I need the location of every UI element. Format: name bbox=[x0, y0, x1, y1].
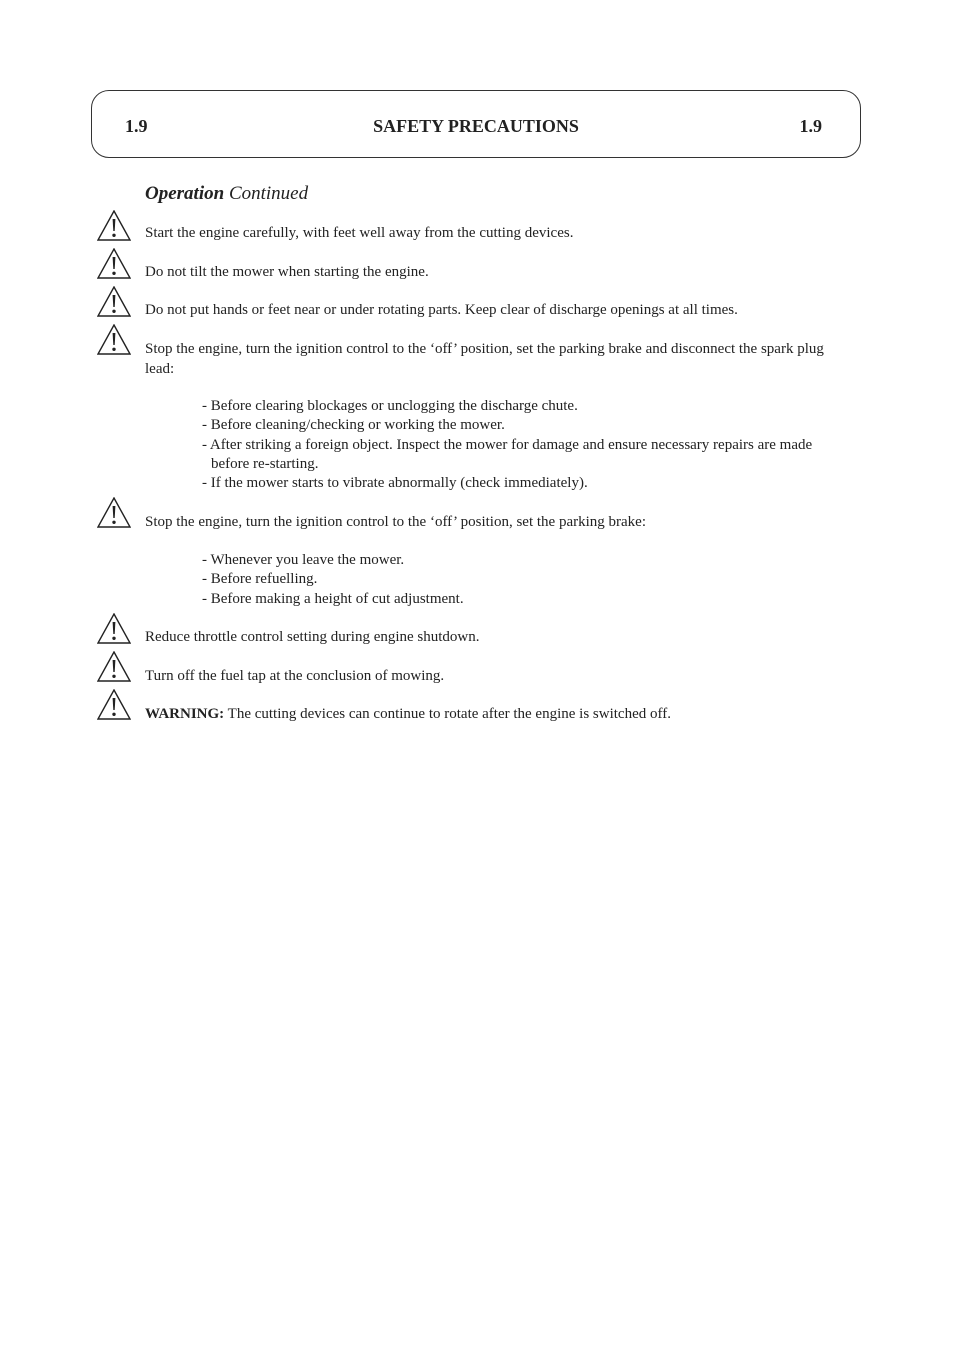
section-number-right: 1.9 bbox=[799, 116, 822, 136]
safety-item: Turn off the fuel tap at the conclusion of mowing. bbox=[145, 668, 445, 684]
sub-list bbox=[202, 551, 842, 609]
warning-triangle-icon bbox=[97, 689, 131, 720]
safety-item: Reduce throttle control setting during engine shutdown. bbox=[145, 629, 480, 645]
section-heading-rest: Continued bbox=[224, 183, 309, 204]
section-header bbox=[91, 90, 861, 158]
warning-triangle-icon bbox=[97, 286, 131, 317]
list-item: - Whenever you leave the mower. bbox=[202, 552, 405, 568]
section-number-left: 1.9 bbox=[125, 116, 148, 136]
warning-triangle-icon bbox=[97, 248, 131, 279]
safety-item: Stop the engine, turn the ignition control to the ‘off’ position, set the parking brake: bbox=[145, 514, 647, 530]
warning-triangle-icon bbox=[97, 651, 131, 682]
sub-list bbox=[202, 397, 842, 493]
warning-label: WARNING: bbox=[145, 706, 225, 722]
list-item: - Before clearing blockages or unclogging the discharge chute. bbox=[202, 398, 578, 414]
section-heading-bold: Operation bbox=[145, 183, 225, 204]
list-item: - Before cleaning/checking or working the mower. bbox=[202, 417, 505, 434]
safety-item: Do not put hands or feet near or under rotating parts. Keep clear of discharge openings at all times. bbox=[145, 302, 738, 318]
page-title: SAFETY PRECAUTIONS bbox=[373, 116, 579, 136]
section-heading bbox=[145, 183, 308, 205]
warning-triangle-icon bbox=[97, 210, 131, 241]
list-item: - Before making a height of cut adjustment. bbox=[202, 590, 464, 607]
safety-item: Do not tilt the mower when starting the engine. bbox=[145, 264, 429, 280]
safety-item-warning bbox=[145, 705, 845, 725]
warning-triangle-icon bbox=[97, 497, 131, 528]
warning-triangle-icon bbox=[97, 613, 131, 644]
warning-triangle-icon bbox=[97, 324, 131, 355]
warning-text: The cutting devices can continue to rotate after the engine is switched off. bbox=[224, 706, 671, 722]
list-item: - Before refuelling. bbox=[202, 571, 318, 588]
safety-item: Start the engine carefully, with feet well away from the cutting devices. bbox=[145, 225, 574, 241]
list-item: - After striking a foreign object. Inspect the mower for damage and ensure necessary repairs are made before re-starting. bbox=[202, 436, 813, 472]
list-item: - If the mower starts to vibrate abnormally (check immediately). bbox=[202, 475, 588, 492]
safety-item: Stop the engine, turn the ignition control to the ‘off’ position, set the parking brake and disconnect the spark plug lead: bbox=[145, 341, 824, 377]
